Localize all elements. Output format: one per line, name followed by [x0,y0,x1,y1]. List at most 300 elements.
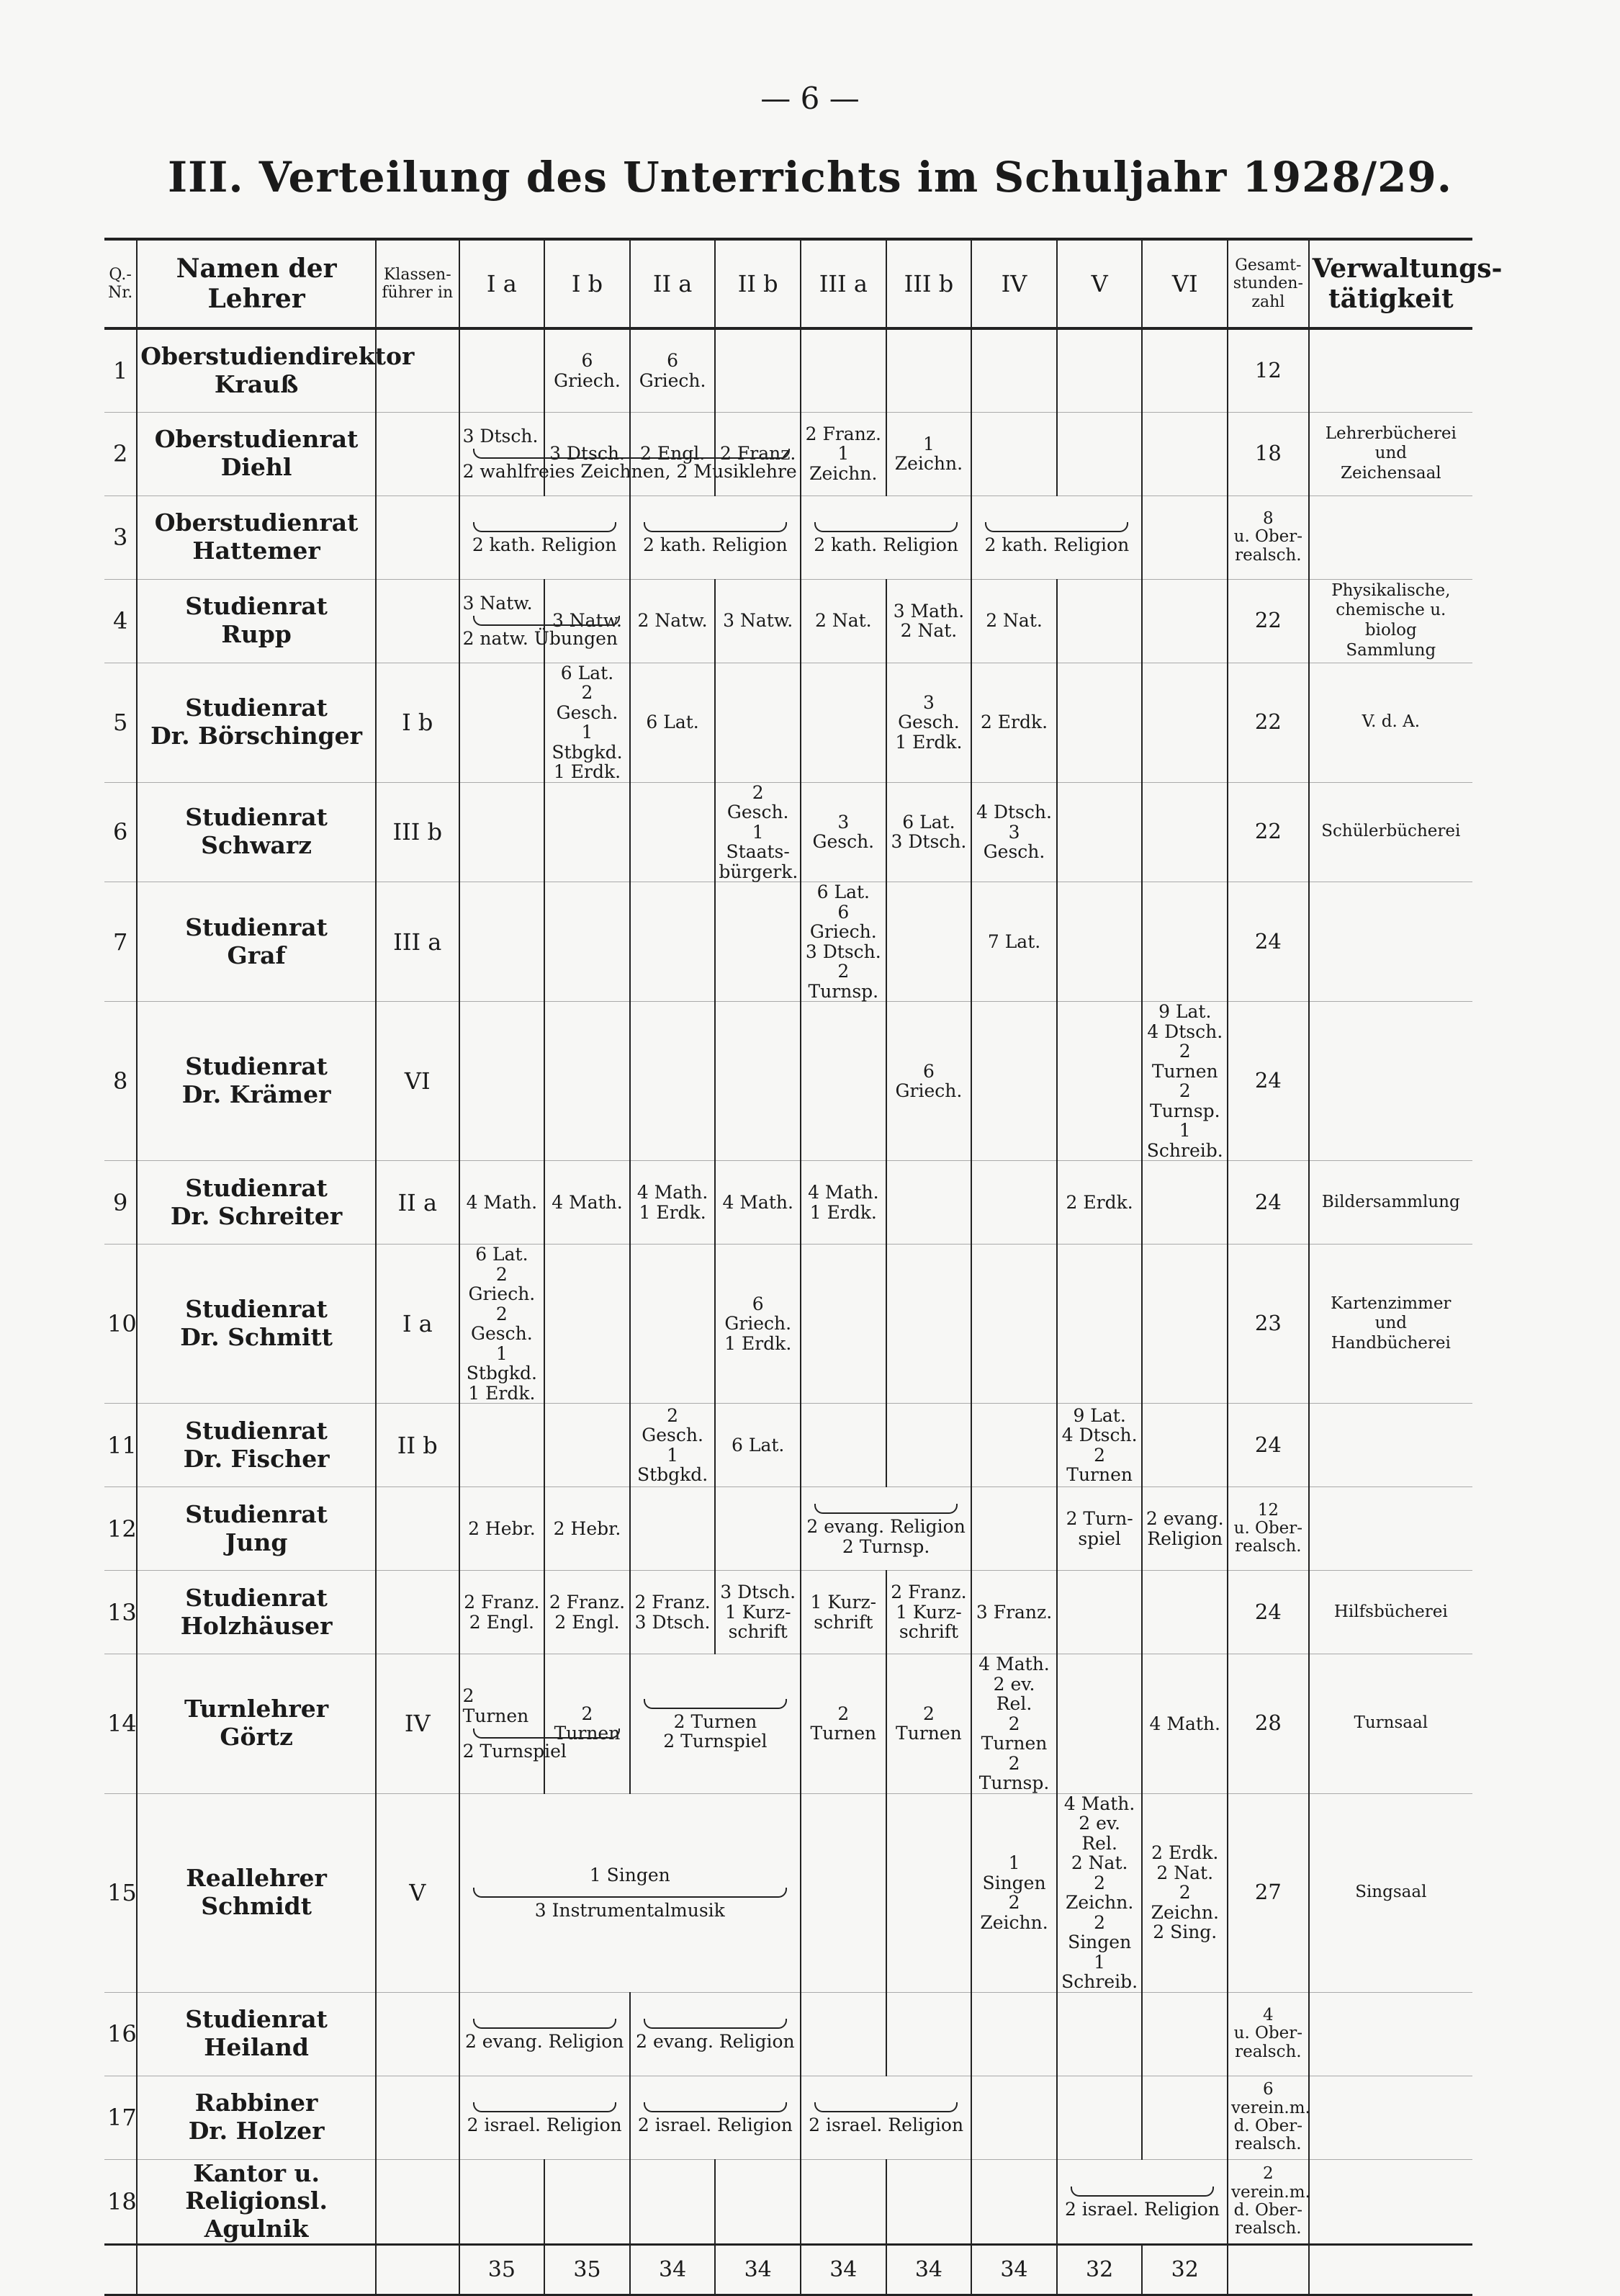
teacher-name [137,328,415,412]
row-number: 5 [104,663,137,782]
subject-cell-iiib [886,1793,972,1992]
subject-cell-iiia: 4 Math. 1 Erdk. [801,1161,886,1245]
subject-cell-iib [715,1487,801,1571]
merged-subject-text: 2 Turnspiel [462,1741,567,1762]
header-verwaltung: Verwaltungs- tätigkeit [1309,239,1472,328]
subject-cell-v [1057,782,1143,882]
subject-cell-iiia [801,663,886,782]
subject-cell-v [1057,579,1143,663]
teacher-surname: Agulnik [204,2215,309,2243]
class-leader: I a [376,1245,459,1404]
table-row [104,1245,1472,1404]
total-hours: 22 [1228,663,1309,782]
merged-subject-text: 2 evang. Religion 2 Turnsp. [806,1516,966,1557]
subject-cell-iib: 3 Dtsch. 1 Kurz- schrift [715,1571,801,1654]
total-hours: 24 [1228,882,1309,1002]
subject-cell-iv: 7 Lat. [971,882,1057,1002]
merged-subject-text: 2 kath. Religion [984,534,1130,556]
merged-subject-text: 2 Turnen 2 Turnspiel [663,1710,768,1752]
teacher-title: Oberstudienrat [154,425,359,454]
teacher-title: Kantor u. Religionsl. [185,2158,328,2215]
subject-cell-iib: 6 Lat. [715,1404,801,1487]
subject-cell-iv: 4 Dtsch. 3 Gesch. [971,782,1057,882]
teaching-distribution-table [104,238,1503,2296]
table-row [104,328,1472,412]
subject-cell-ib: 2 Turnen [544,1654,630,1794]
admin-duty [1309,1002,1472,1161]
table-row [104,2159,1472,2245]
table-row [104,1571,1472,1654]
subject-cell-vi: 2 evang. Religion [1142,1487,1228,1571]
subject-cell-ib: 3 Natw. [544,579,630,663]
subject-cell-v [1057,1571,1143,1654]
row-number: 14 [104,1654,137,1794]
teacher-surname: Holzhäuser [180,1611,333,1640]
class-leader [376,2159,459,2245]
row-number: 7 [104,882,137,1002]
subject-cell-vi [1142,1245,1228,1404]
merged-subject-text: 2 kath. Religion [472,534,617,556]
subject-cell-vi [1142,1992,1228,2076]
header-class-iiib: III b [886,239,972,328]
class-total-iiia: 34 [801,2245,886,2295]
brace-line [644,2102,787,2112]
subject-cell-iia [630,2159,716,2245]
row-number: 8 [104,1002,137,1161]
subject-cell-ia [459,882,545,1002]
subject-cell-vi [1142,1571,1228,1654]
header-class-ib: I b [544,239,630,328]
subject-cell-iiib [886,1992,972,2076]
subject-cell-iiib: 2 Turnen [886,1654,972,1794]
subject-cell-vi [1142,1161,1228,1245]
subject-cell-vi [1142,1404,1228,1487]
subject-cell-iib: 3 Natw. [715,579,801,663]
row-number: 11 [104,1404,137,1487]
admin-duty [1309,1487,1472,1571]
teacher-name [137,579,376,663]
table-row [104,412,1472,495]
brace-line [985,522,1128,532]
subject-cell-iia: 6 Griech. [630,328,716,412]
class-leader [376,328,459,412]
class-leader: III a [376,882,459,1002]
subject-cell-iia [630,1487,716,1571]
subject-cell-iib [715,328,801,412]
subject-cell-iia: 2 Franz. 3 Dtsch. [630,1571,716,1654]
brace-line [473,1888,787,1898]
row-number: 12 [104,1487,137,1571]
subject-cell-ib: 6 Griech. [544,328,630,412]
total-hours: 24 [1228,1571,1309,1654]
total-hours: 12 [1228,328,1309,412]
teacher-name [137,2076,376,2159]
total-hours: 24 [1228,1404,1309,1487]
subject-cell-ib [544,782,630,882]
subject-cell-ia [459,328,545,412]
brace-line [473,2102,616,2112]
row-number: 6 [104,782,137,882]
teacher-name [137,1161,376,1245]
merged-subject-cell [459,1793,801,1992]
admin-duty [1309,2159,1472,2245]
subject-cell-iiia: 1 Kurz- schrift [801,1571,886,1654]
total-hours: 28 [1228,1654,1309,1794]
total-hours: 2 verein.m. d. Ober- realsch. [1228,2159,1309,2245]
totals-nr-empty [104,2245,137,2295]
teacher-surname: Hattemer [192,537,320,565]
table-row [104,1487,1472,1571]
subject-cell-iiia: 6 Lat. 6 Griech. 3 Dtsch. 2 Turnsp. [801,882,886,1002]
subject-cell-iv [971,1161,1057,1245]
row-number: 4 [104,579,137,663]
subject-cell-ib: 4 Math. [544,1161,630,1245]
subject-cell-iv: 2 Erdk. [971,663,1057,782]
teacher-title: Rabbiner [194,2089,318,2117]
subject-cell-v [1057,1002,1143,1161]
merged-subject-text: 2 israel. Religion [1064,2199,1220,2220]
subject-cell-iv: 1 Singen 2 Zeichn. [971,1793,1057,1992]
table-row [104,1992,1472,2076]
teacher-surname: Rupp [221,620,292,648]
subject-cell-v [1057,1654,1143,1794]
subject-cell-iiia [801,1793,886,1992]
class-total-iia: 34 [630,2245,716,2295]
subject-cell-iiib [886,328,972,412]
totals-row [104,2245,1472,2295]
brace-line [473,522,616,532]
subject-cell-ib: 3 Dtsch. [544,412,630,495]
class-leader: VI [376,1002,459,1161]
subject-cell-iiia [801,2159,886,2245]
subject-cell-iiia [801,1992,886,2076]
header-class-iv: IV [971,239,1057,328]
table-row [104,882,1472,1002]
subject-cell-iv [971,2076,1057,2159]
class-leader [376,1992,459,2076]
merged-subject-text: 3 Instrumentalmusik [534,1900,725,1921]
subject-cell-iia: 2 Natw. [630,579,716,663]
subject-cell-iiib: 3 Gesch. 1 Erdk. [886,663,972,782]
total-hours: 23 [1228,1245,1309,1404]
subject-cell-vi: 9 Lat. 4 Dtsch. 2 Turnen 2 Turnsp. 1 Schreib. [1142,1002,1228,1161]
total-hours: 4 u. Ober- realsch. [1228,1992,1309,2076]
subject-cell-ib [544,882,630,1002]
teacher-surname: Dr. Krämer [181,1080,331,1108]
subject-cell-v [1057,1992,1143,2076]
brace-line [473,449,790,459]
subject-cell-iv [971,1245,1057,1404]
class-total-iiib: 34 [886,2245,972,2295]
class-leader: III b [376,782,459,882]
subject-cell-ia: 6 Lat. 2 Griech. 2 Gesch. 1 Stbgkd. 1 Erdk. [459,1245,545,1404]
teacher-title: Studienrat [185,1499,328,1528]
subject-cell-iiia [801,328,886,412]
total-hours: 27 [1228,1793,1309,1992]
subject-cell-ib: 2 Franz. 2 Engl. [544,1571,630,1654]
subject-cell-vi [1142,328,1228,412]
totals-name-empty [137,2245,376,2295]
teacher-surname: Dr. Schreiter [170,1201,343,1230]
class-total-iv: 34 [971,2245,1057,2295]
teacher-name [137,1571,376,1654]
merged-subject-cell [801,1487,971,1571]
table-row [104,1002,1472,1161]
class-total-ia: 35 [459,2245,545,2295]
admin-duty: Schülerbücherei [1309,782,1472,882]
teacher-name [137,412,376,495]
brace-line [814,522,958,532]
teacher-title: Studienrat [185,2005,328,2034]
teacher-name [137,663,376,782]
table-row [104,1793,1472,1992]
totals-admin-empty [1309,2245,1472,2295]
teacher-title: Studienrat [185,1583,328,1612]
subject-cell-iia [630,782,716,882]
header-class-iia: II a [630,239,716,328]
total-hours: 8 u. Ober- realsch. [1228,495,1309,579]
row-number: 17 [104,2076,137,2159]
row-number: 16 [104,1992,137,2076]
teacher-surname: Diehl [220,453,292,481]
merged-subject-text: 2 wahlfreies Zeichnen, 2 Musiklehre [462,461,797,482]
subject-cell-iiib [886,1245,972,1404]
subject-cell-ib [544,2159,630,2245]
subject-cell-iiia [801,1245,886,1404]
merged-subject-cell [1057,2159,1228,2245]
table-row [104,663,1472,782]
total-hours: 24 [1228,1002,1309,1161]
admin-duty [1309,495,1472,579]
table-row [104,782,1472,882]
totals-klassen-empty [376,2245,459,2295]
brace-line [814,1504,958,1514]
subject-cell-v [1057,328,1143,412]
subject-cell-ia [459,782,545,882]
brace-line [814,2102,958,2112]
subject-cell-iib [715,663,801,782]
merged-subject-text: 2 israel. Religion [809,2115,964,2136]
subject-cell-iib [715,2159,801,2245]
subject-cell-vi: 2 Erdk. 2 Nat. 2 Zeichn. 2 Sing. [1142,1793,1228,1992]
class-leader: II a [376,1161,459,1245]
subject-cell-ia [459,2159,545,2245]
admin-duty [1309,1404,1472,1487]
subject-cell-v [1057,882,1143,1002]
subject-cell-ia [459,1002,545,1161]
teacher-title: Studienrat [185,912,328,941]
row-number: 3 [104,495,137,579]
header-nr: Q.-Nr. [104,239,137,328]
class-leader [376,2076,459,2159]
subject-cell-iib: 6 Griech. 1 Erdk. [715,1245,801,1404]
subject-cell-ia: 4 Math. [459,1161,545,1245]
subject-cell-ia: 3 Natw. 2 natw. Übungen [459,579,545,663]
teacher-title: Studienrat [185,1173,328,1202]
subject-cell-vi [1142,663,1228,782]
admin-duty [1309,882,1472,1002]
subject-cell-iiib: 6 Griech. [886,1002,972,1161]
teacher-title: Studienrat [185,694,328,722]
row-number: 10 [104,1245,137,1404]
total-hours: 18 [1228,412,1309,495]
merged-subject-text: 2 evang. Religion [636,2031,795,2053]
subject-cell-iiia: 3 Gesch. [801,782,886,882]
subject-cell-iia: 2 Gesch. 1 Stbgkd. [630,1404,716,1487]
brace-line [473,616,620,626]
header-class-iiia: III a [801,239,886,328]
teacher-title: Studienrat [185,1295,328,1324]
merged-subject-cell [459,495,630,579]
row-number: 15 [104,1793,137,1992]
teacher-name [137,1245,376,1404]
teacher-surname: Krauß [214,369,299,398]
admin-duty: Hilfsbücherei [1309,1571,1472,1654]
subject-cell-iv [971,1404,1057,1487]
teacher-surname: Görtz [220,1723,293,1752]
subject-cell-vi [1142,782,1228,882]
total-hours: 22 [1228,579,1309,663]
subject-cell-iiia [801,1002,886,1161]
total-hours: 24 [1228,1161,1309,1245]
subject-cell-iiia: 2 Nat. [801,579,886,663]
teacher-surname: Schmidt [201,1892,312,1920]
subject-cell-iv [971,412,1057,495]
header-name: Namen der Lehrer [137,239,376,328]
teacher-surname: Dr. Börschinger [150,722,363,750]
subject-cell-iiib: 2 Franz. 1 Kurz- schrift [886,1571,972,1654]
subject-cell-iia: 4 Math. 1 Erdk. [630,1161,716,1245]
brace-line [1071,2187,1214,2197]
total-hours: 6 verein.m. d. Ober- realsch. [1228,2076,1309,2159]
brace-line [644,1699,787,1709]
subject-cell-vi [1142,882,1228,1002]
total-hours: 12 u. Ober- realsch. [1228,1487,1309,1571]
subject-cell-iib [715,882,801,1002]
admin-duty: Singsaal [1309,1793,1472,1992]
teacher-title: Studienrat [185,592,328,621]
subject-cell-iib: 2 Franz. [715,412,801,495]
table-row [104,1161,1472,1245]
subject-cell-v: 4 Math. 2 ev. Rel. 2 Nat. 2 Zeichn. 2 Singen 1 Schreib. [1057,1793,1143,1992]
subject-cell-iib [715,1002,801,1161]
row-number: 2 [104,412,137,495]
subject-cell-ib [544,1002,630,1161]
row-number: 1 [104,328,137,412]
subject-cell-vi [1142,2076,1228,2159]
teacher-name [137,495,376,579]
subject-cell-iv: 2 Nat. [971,579,1057,663]
teacher-title: Reallehrer [186,1864,327,1893]
class-total-iib: 34 [715,2245,801,2295]
admin-duty: Kartenzimmer und Handbücherei [1309,1245,1472,1404]
subject-cell-v: 2 Turn- spiel [1057,1487,1143,1571]
teacher-title: Studienrat [185,1052,328,1081]
subject-cell-vi [1142,579,1228,663]
row-number: 13 [104,1571,137,1654]
subject-cell-iv [971,1487,1057,1571]
subject-cell-iiib [886,882,972,1002]
teacher-surname: Dr. Fischer [183,1444,330,1473]
merged-subject-text: 2 evang. Religion [464,2031,624,2053]
merged-subject-cell [630,495,801,579]
teacher-name [137,1992,376,2076]
subject-cell-iiib: 6 Lat. 3 Dtsch. [886,782,972,882]
subject-cell-iiib [886,1161,972,1245]
subject-cell-iiib: 3 Math. 2 Nat. [886,579,972,663]
subject-cell-iia: 6 Lat. [630,663,716,782]
teacher-name [137,782,376,882]
teacher-surname: Heiland [204,2033,309,2061]
merged-subject-text: 2 kath. Religion [814,534,958,556]
subject-cell-iv [971,328,1057,412]
merged-subject-cell [459,1992,630,2076]
admin-duty: V. d. A. [1309,663,1472,782]
total-hours: 22 [1228,782,1309,882]
subject-cell-iiib [886,2159,972,2245]
table-row [104,579,1472,663]
table-row [104,495,1472,579]
merged-subject-cell [459,2076,630,2159]
teacher-title: Studienrat [185,1416,328,1445]
merged-subject-cell [801,2076,971,2159]
subject-cell-iiia [801,1404,886,1487]
subject-cell-iiia: 2 Turnen [801,1654,886,1794]
subject-cell-ib [544,1245,630,1404]
merged-subject-text: 1 Singen [589,1864,670,1885]
header-klassen: Klassen- führer in [376,239,459,328]
page-title: III. Verteilung des Unterrichts im Schuljahr 1928/29. [168,153,1452,202]
admin-duty: Bildersammlung [1309,1161,1472,1245]
subject-cell-iia [630,882,716,1002]
class-leader [376,495,459,579]
subject-cell-iia: 2 Engl. [630,412,716,495]
class-leader: I b [376,663,459,782]
class-leader [376,1487,459,1571]
class-leader [376,579,459,663]
subject-cell-iv: 4 Math. 2 ev. Rel. 2 Turnen 2 Turnsp. [971,1654,1057,1794]
brace-line [473,2019,616,2029]
row-number: 18 [104,2159,137,2245]
class-total-ib: 35 [544,2245,630,2295]
header-gesamt: Gesamt- stunden- zahl [1228,239,1309,328]
table-row [104,2076,1472,2159]
subject-cell-iv: 3 Franz. [971,1571,1057,1654]
subject-cell-v [1057,2076,1143,2159]
subject-cell-ia: 2 Turnen 2 Turnspiel [459,1654,545,1794]
brace-line [473,1728,620,1739]
teacher-surname: Jung [225,1528,288,1556]
subject-cell-ia [459,1404,545,1487]
subject-cell-ia: 2 Franz. 2 Engl. [459,1571,545,1654]
teacher-surname: Graf [227,941,286,969]
merged-subject-cell [630,1654,801,1794]
class-leader: IV [376,1654,459,1794]
page-number: — 6 — [760,81,860,116]
merged-subject-text: 2 natw. Übungen [462,628,618,649]
teacher-title: Oberstudiendirektor [140,341,415,370]
subject-cell-iiia: 2 Franz. 1 Zeichn. [801,412,886,495]
merged-subject-cell [630,1992,801,2076]
subject-cell-ia: 3 Dtsch. 2 wahlfreies Zeichnen, 2 Musiklehre [459,412,545,495]
subject-cell-iia [630,1002,716,1161]
teacher-surname: Dr. Schmitt [180,1323,333,1351]
header-class-v: V [1057,239,1143,328]
subject-cell-iv [971,1992,1057,2076]
admin-duty [1309,2076,1472,2159]
subject-cell-iiib: 1 Zeichn. [886,412,972,495]
teacher-title: Studienrat [185,803,328,832]
